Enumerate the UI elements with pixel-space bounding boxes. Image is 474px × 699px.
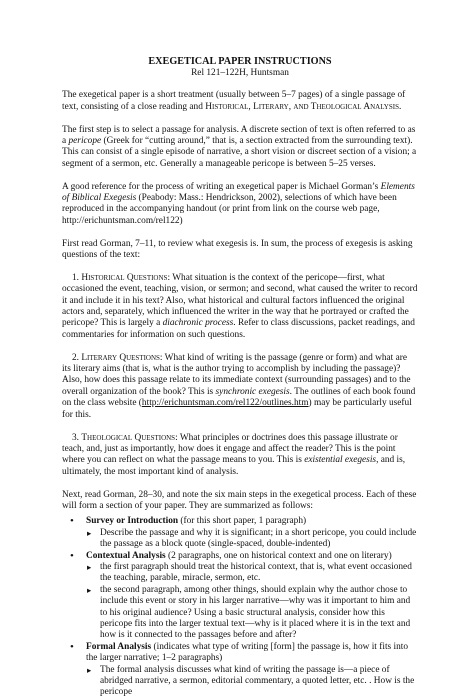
theological-questions-paragraph xyxy=(62,433,418,479)
first-read-paragraph: First read Gorman, 7–11, to review what exegesis is. In sum, the process of exegesis is asking questions of the text: xyxy=(62,238,413,261)
q1-heading: Historical Questions xyxy=(81,272,168,283)
reference-book-title: Elements of Biblical Exegesis xyxy=(62,181,415,204)
sub-item: ▸ the second paragraph, among other things, should explain why the author chose to include this event or story in his larger narrative—why was it important to him and to his original audience? Using a basic structural analysis, consider how this pericope fits into the larger textual text—why is it placed where it is in the text and how is it connected to the passages before and after? xyxy=(86,585,418,642)
q2-number: 2. xyxy=(72,352,82,363)
q2-text-2: . The outlines of each book found on the class website ( xyxy=(62,386,416,409)
step-formal-subitems xyxy=(86,665,418,699)
q2-heading: Literary Questions xyxy=(81,352,160,363)
reference-text-2: (Peabody: Mass.: Hendrickson, 2002), selections of which have been reproduced in the accompanying handout (or print from link on the course web page, http://erichuntsman.com/rel122) xyxy=(62,193,397,226)
sub-item: ▸ The formal analysis discusses what kind of writing the passage is—a piece of abridged narrative, a sermon, editorial commentary, a quoted letter, etc. . How is the pericope xyxy=(86,665,418,699)
course-subtitle: Rel 121–122H, Huntsman xyxy=(191,68,289,78)
step-formal-label: Formal Analysis xyxy=(86,641,152,652)
intro-paragraph xyxy=(62,90,418,113)
sub-item: ▸ the first paragraph should treat the historical context, that is, what event occasioned the teaching, parable, miracle, sermon, etc. xyxy=(86,562,418,585)
page-title: EXEGETICAL PAPER INSTRUCTIONS xyxy=(148,56,332,67)
outlines-link[interactable]: http://erichuntsman.com/rel122/outlines.htm xyxy=(141,398,309,409)
historical-questions-paragraph xyxy=(62,273,418,341)
step-survey-detail: (for this short paper, 1 paragraph) xyxy=(178,516,307,527)
pericope-text-2: (Greek for “cutting around,” that is, a section extracted from the surrounding text). This can consist of a single episode of narrative, a short vision or discreet section of a vision; a segment of a sermon, etc. Generally a manageable pericope is between 5–25 verses. xyxy=(62,136,417,169)
q3-text-2: , and is, ultimately, the most important kind of analysis. xyxy=(62,455,406,477)
pericope-paragraph xyxy=(62,125,418,171)
step-survey-label: Survey or Introduction xyxy=(86,516,179,527)
reference-paragraph xyxy=(62,182,418,228)
q1-text-2: . Refer to class discussions, packet readings, and commentaries for information on such questions. xyxy=(62,318,415,340)
step-contextual xyxy=(62,551,418,642)
step-formal xyxy=(62,642,418,699)
q1-number: 1. xyxy=(72,272,82,283)
step-survey-subitems xyxy=(86,528,418,551)
q2-term: synchronic exegesis xyxy=(215,386,290,397)
q1-term: diachronic process xyxy=(162,318,234,329)
intro-text: The exegetical paper is a short treatment (usually between 5–7 pages) of a single passage of text, consisting of a close reading and xyxy=(62,90,406,112)
q2-text-3: ) may be particularly useful for this. xyxy=(62,398,412,420)
step-contextual-label: Contextual Analysis xyxy=(86,550,166,561)
step-formal-detail: (indicates what type of writing [form] the passage is, how it fits into the larger narrative; 1–2 paragraphs) xyxy=(86,641,409,664)
step-contextual-detail: (2 paragraphs, one on historical context and one on literary) xyxy=(165,550,392,561)
intro-smallcaps: Historical, Literary, and Theological Analysis. xyxy=(205,101,402,112)
steps-list xyxy=(62,516,418,699)
pericope-text-1: The first step is to select a passage for analysis. A discrete section of text is often referred to as a xyxy=(62,124,416,147)
step-survey xyxy=(62,516,418,550)
sub-item: ▸ Describe the passage and why it is significant; in a short pericope, you could include the passage as a block quote (single-spaced, double-indented) xyxy=(86,528,418,551)
q3-heading: Theological Questions xyxy=(81,432,176,443)
reference-text-1: A good reference for the process of writing an exegetical paper is Michael Gorman’s xyxy=(62,181,381,192)
step-contextual-subitems xyxy=(86,562,418,642)
q2-text-1: : What kind of writing is the passage (genre or form) and what are its literary aims (that is, what is the author trying to accomplish by including the passage)? Also, how does this passage relate to its immediate context (surrounding passages) and to the overall organization of the book? This is xyxy=(62,352,411,397)
q3-text-1: : What principles or doctrines does this passage illustrate or teach, and, just as importantly, how does it engage and affect the reader? This is the point where you can reflect on what the passage means to you. This is xyxy=(62,432,398,466)
q1-text-1: : What situation is the context of the pericope—first, what occasioned the event, teaching, vision, or sermon; and second, what caused the writer to record it and include it in his text? Also, what historical and cultural factors influenced the original actors and, separately, which influenced the writer in the way that he portrayed or crafted the pericope? This is largely a xyxy=(62,272,418,329)
q3-term: existential exegesis xyxy=(304,455,377,466)
pericope-term: pericope xyxy=(68,136,102,147)
q3-number: 3. xyxy=(72,432,82,443)
next-read-paragraph: Next, read Gorman, 28–30, and note the six main steps in the exegetical process. Each of these will form a section of your paper. They are summarized as follows: xyxy=(62,489,417,511)
literary-questions-paragraph xyxy=(62,353,418,421)
